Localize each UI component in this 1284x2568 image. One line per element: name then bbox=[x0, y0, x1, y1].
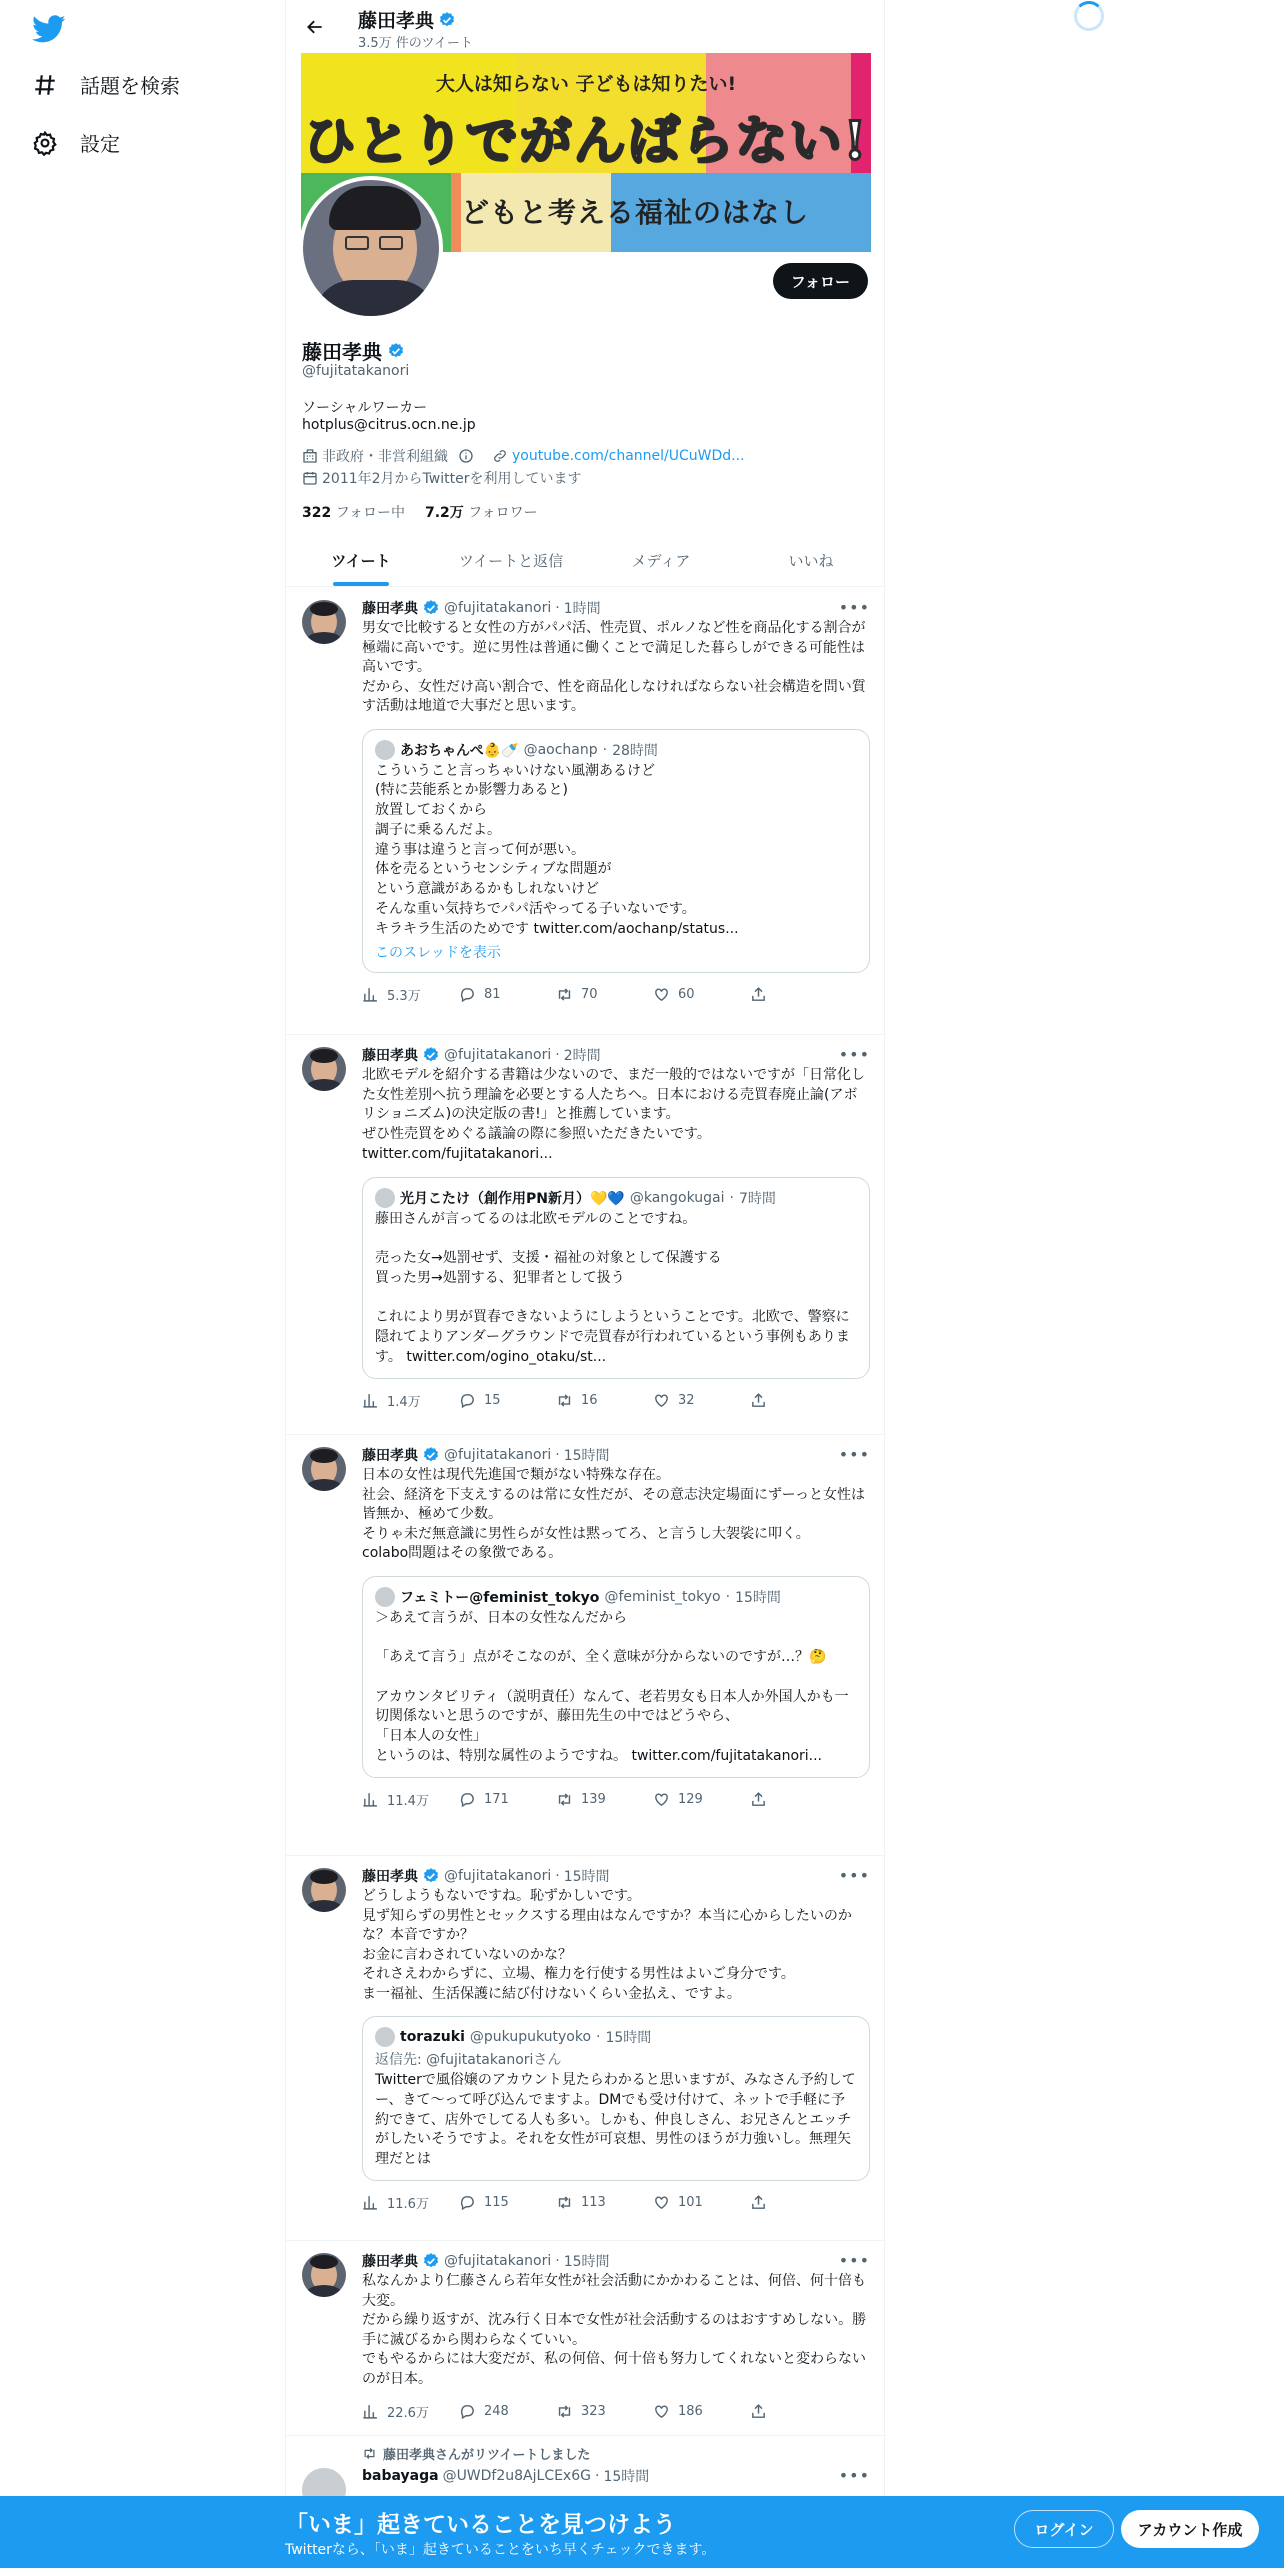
quoted-author-handle: @aochanp bbox=[523, 741, 598, 758]
quoted-time: 7時間 bbox=[738, 1190, 776, 1207]
analytics-icon bbox=[362, 2403, 379, 2420]
hashtag-icon bbox=[32, 72, 58, 98]
quoted-author-handle: @pukupukutyoko bbox=[469, 2029, 592, 2045]
reply-icon bbox=[459, 2403, 476, 2420]
tweet-author-handle[interactable]: @fujitatakanori bbox=[444, 2253, 552, 2269]
quoted-avatar bbox=[375, 1587, 395, 1607]
profile-meta-row bbox=[302, 446, 745, 466]
more-options-icon[interactable]: ••• bbox=[838, 1866, 870, 1885]
tweet-link[interactable]: twitter.com/fujitatakanori... bbox=[362, 1146, 553, 1162]
reply-icon bbox=[459, 2194, 476, 2211]
like-count: 129 bbox=[678, 1792, 703, 1808]
tweet-actions bbox=[362, 1391, 870, 1411]
tweet-author-name[interactable]: 藤田孝典 bbox=[362, 1048, 418, 1064]
reply-icon bbox=[459, 1791, 476, 1808]
retweet-indicator bbox=[362, 2444, 590, 2463]
more-options-icon[interactable]: ••• bbox=[838, 598, 870, 617]
top-header bbox=[286, 0, 885, 53]
reply-icon bbox=[459, 986, 476, 1003]
tab-tweets[interactable]: ツイート bbox=[286, 534, 436, 586]
verified-badge-icon bbox=[422, 1446, 440, 1464]
tab-tweets-and-replies[interactable]: ツイートと返信 bbox=[458, 551, 564, 570]
quoted-text: ＞あえて言うが、日本の女性なんだから 「あえて言う」点がそこなのが、全く意味が分からないのですが…？🤔 アカウンタビリティ（説明責任）なんて、老若男女も日本人か外国人かも一切関係ないと思うのですが、藤田先生の中ではどうやら、 「日本人の女性」 というのは、特別な属性のようですね。 twitter.com/fujitatakanori... bbox=[375, 1609, 849, 1765]
avatar[interactable] bbox=[302, 1447, 346, 1491]
reply-button[interactable] bbox=[459, 985, 556, 1005]
reply-icon bbox=[459, 1392, 476, 1409]
like-button[interactable] bbox=[653, 2401, 750, 2421]
share-button[interactable] bbox=[750, 985, 847, 1005]
retweet-button[interactable] bbox=[556, 1790, 653, 1810]
retweet-icon bbox=[556, 2403, 573, 2420]
header-name-text: 藤田孝典 bbox=[358, 10, 435, 32]
views-button[interactable] bbox=[362, 1391, 459, 1411]
profile-follow-stats bbox=[302, 502, 538, 522]
profile-tabs bbox=[286, 534, 885, 587]
header-tweet-count: 3.5万 件のツイート bbox=[358, 36, 473, 51]
profile-category: 非政府・非営利組織 bbox=[322, 449, 448, 465]
tweet[interactable] bbox=[286, 588, 885, 1035]
quoted-time: 28時間 bbox=[612, 742, 658, 759]
profile-column bbox=[285, 0, 885, 2568]
quoted-time: 15時間 bbox=[605, 2030, 652, 2046]
quoted-text: Twitterで風俗嬢のアカウント見たらわかると思いますが、みなさん予約してー、きて〜って呼び込んでますよ。DMでも受け付けて、ネットで手軽に予約できて、店外でしてる人も多い。しかも、仲良しさん、お兄さんとエッチがしたいそうですよ。それを女性が可哀想、男性のほうが力強いし。無理矢理だとは bbox=[375, 2072, 856, 2168]
profile-url-link[interactable]: youtube.com/channel/UCuWDd... bbox=[512, 448, 745, 464]
info-icon[interactable] bbox=[458, 448, 474, 464]
like-button[interactable] bbox=[653, 985, 750, 1005]
quoted-tweet[interactable]: あおちゃんぺ👶🍼 @aochanp · 28時間 こういうこと言っちゃいけない風潮あるけど (特に芸能系とか影響力あると) 放置しておくから 調子に乗るんだよ。 違う事は違うと言って何が悪い。 体を売るというセンシティブな問題が という意識があるかもしれないけど そんな重い気持ちでパパ活やってる子いないです。 キラキラ生活のためです twitter.com/aochanp/status... このスレッドを表示 bbox=[362, 729, 870, 973]
more-options-icon[interactable]: ••• bbox=[838, 2466, 870, 2485]
quoted-author-handle: @kangokugai bbox=[629, 1189, 725, 1206]
tweet-author-name[interactable]: 藤田孝典 bbox=[362, 2254, 418, 2270]
tweet-header: 藤田孝典 @fujitatakanori · 15時間 bbox=[362, 2253, 610, 2270]
share-button[interactable] bbox=[750, 1391, 847, 1411]
verified-badge-icon bbox=[438, 11, 456, 29]
tweet-author-name[interactable]: 藤田孝典 bbox=[362, 1448, 418, 1464]
share-button[interactable] bbox=[750, 1790, 847, 1810]
tweet-actions bbox=[362, 985, 870, 1005]
quoted-avatar bbox=[375, 2027, 395, 2047]
tweet-text: 私なんかより仁藤さんら若年女性が社会活動にかかわることは、何倍、何十倍も大変。 だから繰り返すが、沈み行く日本で女性が社会活動するのはおすすめしない。勝手に滅びるから関わらなくていい。 でもやるからには大変だが、私の何倍、何十倍も努力してくれないと変わらないのが日本。 bbox=[362, 2273, 867, 2387]
profile-avatar[interactable] bbox=[299, 176, 443, 320]
retweet-icon bbox=[556, 986, 573, 1003]
tweet-actions bbox=[362, 2193, 870, 2213]
views-button[interactable] bbox=[362, 1790, 459, 1810]
tweet-time[interactable]: 2時間 bbox=[563, 1048, 601, 1064]
profile-joined-row bbox=[302, 468, 581, 488]
following-link[interactable] bbox=[302, 502, 405, 522]
nav-settings-label: 設定 bbox=[80, 132, 120, 156]
like-count: 101 bbox=[678, 2195, 703, 2211]
signup-banner-subtitle: Twitterなら、「いま」起きていることをいち早くチェックできます。 bbox=[285, 2542, 716, 2558]
retweet-icon bbox=[556, 2194, 573, 2211]
retweet-icon bbox=[556, 1392, 573, 1409]
quoted-author-handle: @feminist_tokyo bbox=[604, 1588, 721, 1605]
profile-handle: @fujitatakanori bbox=[302, 363, 410, 379]
quoted-tweet[interactable]: フェミトー@feminist_tokyo @feminist_tokyo · 15時間 ＞あえて言うが、日本の女性なんだから 「あえて言う」点がそこなのが、全く意味が分からないのですが…？🤔 アカウンタビリティ（説明責任）なんて、老若男女も日本人か外国人かも一切関係ないと思うのですが、藤田先生の中ではどうやら、 「日本人の女性」 というのは、特別な属性のようですね。 twitter.com/fujitatakanori... bbox=[362, 1576, 870, 1778]
reply-button[interactable] bbox=[459, 2401, 556, 2421]
left-navigation bbox=[0, 0, 285, 2568]
retweet-icon bbox=[556, 1791, 573, 1808]
views-count: 1.4万 bbox=[387, 1395, 421, 1411]
tweet[interactable] bbox=[286, 1035, 885, 1435]
reply-count: 171 bbox=[484, 1792, 509, 1808]
retweet-count: 323 bbox=[581, 2403, 606, 2419]
reply-count: 115 bbox=[484, 2195, 509, 2211]
follow-button[interactable]: フォロー bbox=[773, 263, 868, 299]
quoted-avatar bbox=[375, 740, 395, 760]
views-count: 22.6万 bbox=[387, 2405, 429, 2421]
loading-spinner bbox=[1074, 1, 1104, 31]
avatar[interactable] bbox=[302, 1868, 346, 1912]
heart-icon bbox=[653, 1392, 670, 1409]
tweet-text: どうしようもないですね。恥ずかしいです。 見ず知らずの男性とセックスする理由はなんですか？本当に心からしたいのかな？本音ですか？ お金に言わされていないのかな？ それさえわからずに、立場、権力を行使する男性はよいご身分です。 ま一福祉、生活保護に結び付けないくらい金払え、ですよ。 bbox=[362, 1888, 852, 2002]
more-options-icon[interactable]: ••• bbox=[838, 2251, 870, 2270]
tweet[interactable] bbox=[286, 1435, 885, 1856]
tweet-text: 北欧モデルを紹介する書籍は少ないので、まだ一般的ではないですが「日常化した女性差別へ抗う理論を必要とする人たちへ。日本における売買春廃止論(アボリショニズム)の決定版の書!」と推薦しています。 ぜひ性売買をめぐる議論の際に参照いただきたいです。 bbox=[362, 1067, 866, 1142]
verified-badge-icon bbox=[422, 599, 440, 617]
retweet-button[interactable] bbox=[556, 1391, 653, 1411]
tweet-time[interactable]: 1時間 bbox=[563, 601, 601, 617]
signup-banner-title: 「いま」起きていることを見つけよう bbox=[285, 2512, 676, 2538]
like-button[interactable] bbox=[653, 1790, 750, 1810]
quoted-text: こういうこと言っちゃいけない風潮あるけど (特に芸能系とか影響力あると) 放置しておくから 調子に乗るんだよ。 違う事は違うと言って何が悪い。 体を売るというセンシティブな問題が という意識があるかもしれないけど そんな重い気持ちでパパ活やってる子いないです。 キラキラ生活のためです twitter.com/aochanp/status... bbox=[375, 762, 739, 937]
verified-badge-icon bbox=[422, 1867, 440, 1885]
analytics-icon bbox=[362, 1791, 379, 1808]
analytics-icon bbox=[362, 2194, 379, 2211]
tweet-time[interactable]: 15時間 bbox=[603, 2469, 650, 2485]
profile-bio-line2: hotplus@citrus.ocn.ne.jp bbox=[302, 417, 476, 433]
profile-name bbox=[302, 336, 405, 365]
like-count: 186 bbox=[678, 2403, 703, 2419]
quoted-avatar bbox=[375, 1188, 395, 1208]
signup-banner bbox=[0, 2496, 1284, 2568]
reply-button[interactable] bbox=[459, 2193, 556, 2213]
reply-button[interactable] bbox=[459, 1391, 556, 1411]
verified-badge-icon bbox=[387, 342, 405, 360]
retweet-icon bbox=[362, 2446, 377, 2461]
tweet-actions bbox=[362, 2401, 870, 2421]
nav-settings[interactable] bbox=[32, 128, 120, 157]
share-icon bbox=[750, 1392, 767, 1409]
followers-count: 7.2万 bbox=[425, 505, 464, 521]
building-icon bbox=[302, 448, 318, 464]
more-options-icon[interactable]: ••• bbox=[838, 1445, 870, 1464]
retweet-button[interactable] bbox=[556, 2401, 653, 2421]
tweet-text: 男女で比較すると女性の方がパパ活、性売買、ポルノなど性を商品化する割合が極端に高いです。逆に男性は普通に働くことで満足した暮らしができる可能性は高いです。 だから、女性だけ高い割合で、性を商品化しなければならない社会構造を問い質す活動は地道で大事だと思います。 bbox=[362, 620, 866, 714]
tab-likes[interactable]: いいね bbox=[788, 551, 834, 570]
avatar[interactable] bbox=[302, 600, 346, 644]
reply-count: 248 bbox=[484, 2403, 509, 2419]
gear-icon bbox=[32, 130, 58, 156]
like-count: 60 bbox=[678, 987, 695, 1003]
heart-icon bbox=[653, 1791, 670, 1808]
retweet-count: 113 bbox=[581, 2195, 606, 2211]
views-count: 11.4万 bbox=[387, 1794, 429, 1810]
avatar[interactable] bbox=[302, 2253, 346, 2297]
share-icon bbox=[750, 2194, 767, 2211]
tweet[interactable] bbox=[286, 2241, 885, 2436]
tweet-author-handle[interactable]: @fujitatakanori bbox=[444, 600, 552, 616]
nav-explore[interactable] bbox=[32, 70, 180, 99]
avatar[interactable] bbox=[302, 1047, 346, 1091]
share-icon bbox=[750, 986, 767, 1003]
tweet-author-handle[interactable]: @UWDf2u8AjLCEx6G bbox=[442, 2468, 591, 2484]
following-label: フォロー中 bbox=[335, 505, 405, 521]
reply-count: 81 bbox=[484, 987, 501, 1003]
like-button[interactable] bbox=[653, 1391, 750, 1411]
tweet-header: 藤田孝典 @fujitatakanori · 1時間 bbox=[362, 600, 601, 617]
quoted-author-name: 光月こたけ（創作用PN新月）💛💙 bbox=[400, 1190, 625, 1207]
retweet-count: 139 bbox=[581, 1792, 606, 1808]
tweet-author-name[interactable]: 藤田孝典 bbox=[362, 601, 418, 617]
link-icon bbox=[492, 448, 508, 464]
like-button[interactable] bbox=[653, 2193, 750, 2213]
more-options-icon[interactable]: ••• bbox=[838, 1045, 870, 1064]
tweet-author-handle[interactable]: @fujitatakanori bbox=[444, 1868, 552, 1884]
heart-icon bbox=[653, 2194, 670, 2211]
heart-icon bbox=[653, 986, 670, 1003]
back-button[interactable] bbox=[300, 12, 330, 42]
retweet-button[interactable] bbox=[556, 2193, 653, 2213]
tweet-text: 日本の女性は現代先進国で類がない特殊な存在。 社会、経済を下支えするのは常に女性だが、その意志決定場面にずーっと女性は皆無か、極めて少数。 そりゃ未だ無意識に男性らが女性は黙ってろ、と言うし大袈裟に叩く。 colabo問題はその象徴である。 bbox=[362, 1467, 866, 1561]
profile-joined: 2011年2月からTwitterを利用しています bbox=[322, 471, 582, 487]
quoted-tweet[interactable]: torazuki @pukupukutyoko · 15時間 返信先: @fujitatakanoriさん Twitterで風俗嬢のアカウント見たらわかると思いますが、みなさん予約してー、きて〜って呼び込んでますよ。DMでも受け付けて、ネットで手軽に予約できて、店外でしてる人も多い。しかも、仲良しさん、お兄さんとエッチがしたいそうですよ。それを女性が可哀想、男性のほうが力強いし。無理矢理だとは bbox=[362, 2016, 870, 2181]
views-button[interactable] bbox=[362, 985, 459, 1005]
tab-media[interactable]: メディア bbox=[631, 551, 691, 570]
profile-name-text: 藤田孝典 bbox=[302, 340, 382, 364]
tweet-header: 藤田孝典 @fujitatakanori · 15時間 bbox=[362, 1868, 610, 1885]
share-icon bbox=[750, 1791, 767, 1808]
retweet-count: 70 bbox=[581, 987, 598, 1003]
quoted-author-name: フェミトー@feminist_tokyo bbox=[400, 1589, 600, 1606]
tweet-header: babayaga @UWDf2u8AjLCEx6G · 15時間 bbox=[362, 2468, 650, 2485]
tweet-actions bbox=[362, 1790, 870, 1810]
arrow-left-icon bbox=[305, 17, 325, 37]
tweet-author-handle[interactable]: @fujitatakanori bbox=[444, 1047, 552, 1063]
reply-button[interactable] bbox=[459, 1790, 556, 1810]
retweet-button[interactable] bbox=[556, 985, 653, 1005]
quoted-author-name: あおちゃんぺ👶🍼 bbox=[400, 742, 519, 759]
signup-button[interactable]: アカウント作成 bbox=[1121, 2510, 1259, 2548]
tweet-time[interactable]: 15時間 bbox=[563, 1869, 610, 1885]
analytics-icon bbox=[362, 986, 379, 1003]
views-button[interactable] bbox=[362, 2193, 459, 2213]
quoted-author-name: torazuki bbox=[400, 2029, 465, 2045]
banner-title: ひとりでがんばらない! bbox=[303, 111, 869, 172]
tweet-header: 藤田孝典 @fujitatakanori · 2時間 bbox=[362, 1047, 601, 1064]
followers-label: フォロワー bbox=[468, 505, 538, 521]
calendar-icon bbox=[302, 470, 318, 486]
quoted-text: 藤田さんが言ってるのは北欧モデルのことですね。 売った女→処罰せず、支援・福祉の対象として保護する 買った男→処罰する、犯罪者として扱う これにより男が買春できないようにしようということです。北欧で、警察に隠れてよりアンダーグラウンドで売買春が行われているという事例もあります。 twitter.com/ogino_otaku/st... bbox=[375, 1210, 850, 1366]
heart-icon bbox=[653, 2403, 670, 2420]
quoted-time: 15時間 bbox=[735, 1589, 781, 1606]
tweet-time[interactable]: 15時間 bbox=[563, 1448, 610, 1464]
analytics-icon bbox=[362, 1392, 379, 1409]
tweet-author-handle[interactable]: @fujitatakanori bbox=[444, 1447, 552, 1463]
header-name bbox=[358, 6, 456, 33]
profile-bio-line1: ソーシャルワーカー bbox=[302, 400, 428, 416]
views-button[interactable] bbox=[362, 2401, 459, 2421]
show-thread-link[interactable]: このスレッドを表示 bbox=[375, 944, 501, 961]
verified-badge-icon bbox=[422, 1046, 440, 1064]
share-button[interactable] bbox=[750, 2401, 847, 2421]
quoted-reply-to: 返信先: @fujitatakanoriさん bbox=[375, 2052, 562, 2068]
reply-count: 15 bbox=[484, 1393, 501, 1409]
twitter-bird-icon[interactable] bbox=[32, 12, 66, 46]
retweet-indicator-label: 藤田孝典さんがリツイートしました bbox=[383, 2448, 591, 2463]
tweet[interactable] bbox=[286, 1856, 885, 2241]
tweet-author-name[interactable]: 藤田孝典 bbox=[362, 1869, 418, 1885]
views-count: 11.6万 bbox=[387, 2197, 429, 2213]
retweet-count: 16 bbox=[581, 1393, 598, 1409]
tweet-author-name[interactable]: babayaga bbox=[362, 2468, 439, 2484]
share-icon bbox=[750, 2403, 767, 2420]
tweet-time[interactable]: 15時間 bbox=[563, 2254, 610, 2270]
nav-explore-label: 話題を検索 bbox=[80, 74, 180, 98]
views-count: 5.3万 bbox=[387, 989, 421, 1005]
followers-link[interactable] bbox=[425, 502, 538, 522]
share-button[interactable] bbox=[750, 2193, 847, 2213]
tweet-header: 藤田孝典 @fujitatakanori · 15時間 bbox=[362, 1447, 610, 1464]
banner-bottom-text: どもと考える福祉のはなし bbox=[461, 196, 810, 229]
login-button[interactable]: ログイン bbox=[1014, 2510, 1114, 2548]
verified-badge-icon bbox=[422, 2252, 440, 2270]
following-count: 322 bbox=[302, 505, 332, 521]
quoted-tweet[interactable]: 光月こたけ（創作用PN新月）💛💙 @kangokugai · 7時間 藤田さんが言ってるのは北欧モデルのことですね。 売った女→処罰せず、支援・福祉の対象として保護する 買った男→処罰する、犯罪者として扱う これにより男が買春できないようにしようということです。北欧で、警察に隠れてよりアンダーグラウンドで売買春が行われているという事例もあります。 twitter.com/ogino_otaku/st... bbox=[362, 1177, 870, 1379]
like-count: 32 bbox=[678, 1393, 695, 1409]
banner-subtitle: 大人は知らない 子どもは知りたい! bbox=[435, 73, 737, 95]
